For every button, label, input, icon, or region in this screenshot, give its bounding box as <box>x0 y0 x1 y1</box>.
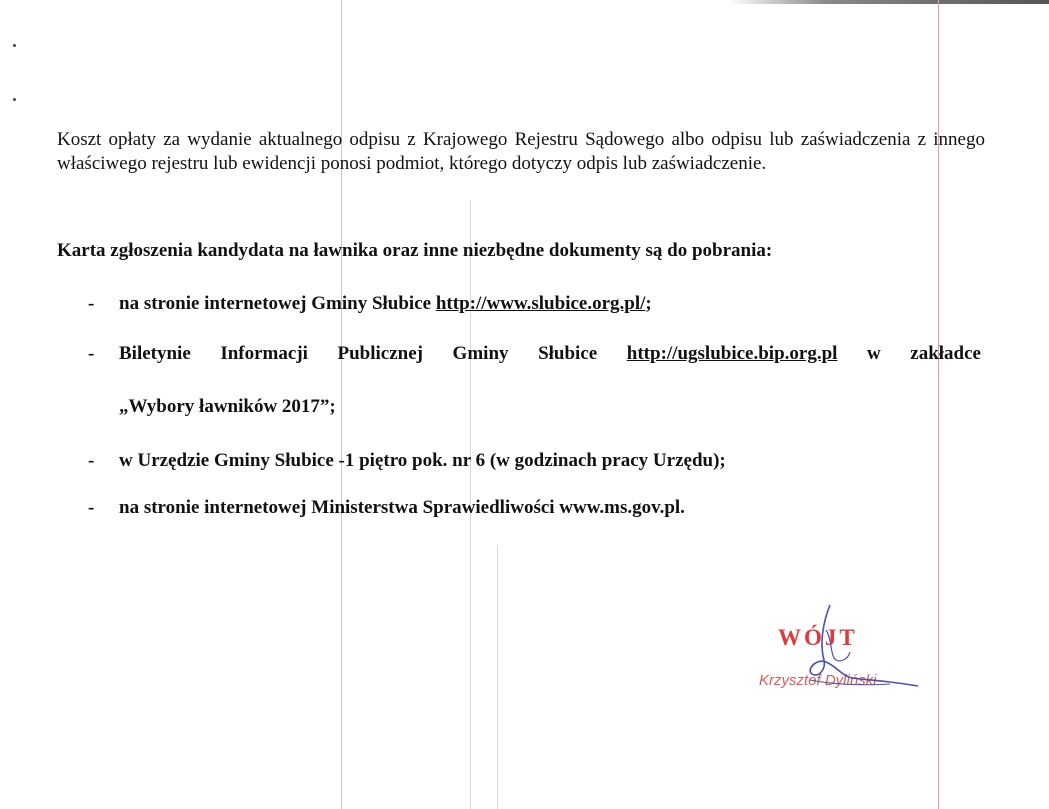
list-item-text: na stronie internetowej Gminy Słubice <box>119 293 436 314</box>
signature-icon <box>790 600 930 700</box>
list-item-text: Biletynie Informacji Publicznej Gminy Słubice <box>119 343 627 364</box>
stamp-title: WÓJT <box>778 625 858 650</box>
list-dash: - <box>88 450 95 471</box>
list-item-suffix: ; <box>645 293 652 314</box>
list-item-continuation: „Wybory ławników 2017”; <box>119 396 336 417</box>
gmina-website-link[interactable]: http://www.slubice.org.pl/ <box>435 293 646 314</box>
list-dash: - <box>88 293 95 314</box>
documents-heading: Karta zgłoszenia kandydata na ławnika oraz inne niezbędne dokumenty są do pobrania: <box>57 240 773 261</box>
scan-speck <box>13 44 16 47</box>
scan-speck <box>13 98 16 101</box>
scan-line <box>938 0 939 809</box>
list-item <box>88 497 685 519</box>
fee-paragraph: Koszt opłaty za wydanie aktualnego odpisu z Krajowego Rejestru Sądowego albo odpisu lub zaświadczenia z innego właściwego rejestru lub ewidencji ponosi podmiot, którego dotyczy odpis lub zaświadczenie. <box>57 129 985 174</box>
list-item <box>88 343 981 365</box>
list-item <box>88 450 726 472</box>
stamp-name: Krzysztof Dyliński <box>759 672 877 689</box>
list-item-suffix: w zakładce <box>837 343 981 364</box>
list-item-line <box>119 343 981 365</box>
scan-edge <box>729 0 1049 4</box>
list-item <box>88 293 652 315</box>
scan-line <box>341 0 342 809</box>
scan-line <box>497 545 498 809</box>
bip-link[interactable]: http://ugslubice.bip.org.pl <box>626 343 838 364</box>
list-item-text: na stronie internetowej Ministerstwa Sprawiedliwości www.ms.gov.pl. <box>119 497 685 518</box>
list-dash: - <box>88 497 95 518</box>
list-dash: - <box>88 343 95 364</box>
list-item-text: w Urzędzie Gminy Słubice -1 piętro pok. nr 6 (w godzinach pracy Urzędu); <box>119 450 726 471</box>
